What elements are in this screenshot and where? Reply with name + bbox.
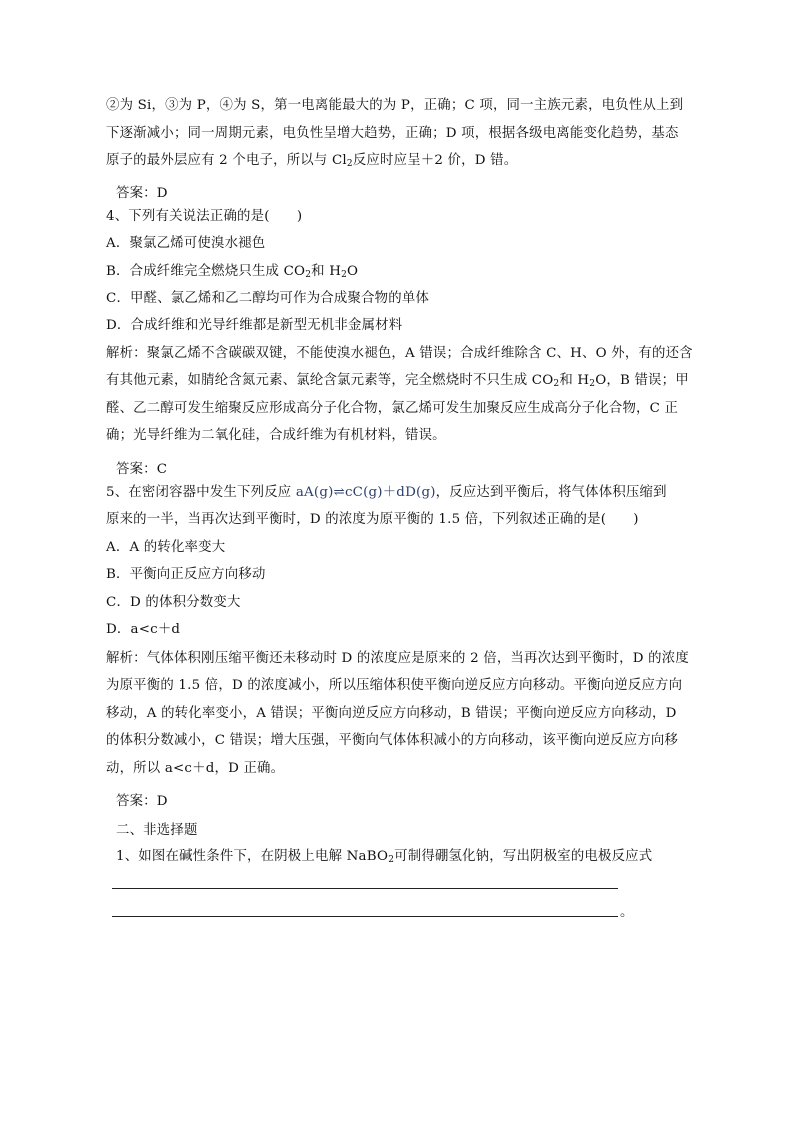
q4-option-a: A．聚氯乙烯可使溴水褪色 — [106, 236, 266, 251]
q5-option-a: A．A 的转化率变大 — [106, 540, 226, 555]
q4-explanation-line-1: 解析：聚氯乙烯不含碳碳双键，不能使溴水褪色，A 错误；合成纤维除含 C、H、O 外，有的还含 — [106, 346, 693, 361]
section-title: 二、非选择题 — [116, 823, 198, 838]
q5-stem-line-2: 原来的一半，当再次达到平衡时，D 的浓度为原平衡的 1.5 倍，下列叙述正确的是( ) — [106, 512, 639, 527]
end-period: 。 — [620, 905, 634, 920]
q5-option-d: D．a<c＋d — [106, 622, 181, 637]
reaction-equation: aA(g)⇌cC(g)＋dD(g) — [295, 485, 436, 500]
q4-answer: 答案：C — [116, 462, 168, 477]
q5-answer: 答案：D — [116, 794, 168, 809]
q4-option-c: C．甲醛、氯乙烯和乙二醇均可作为合成聚合物的单体 — [106, 291, 430, 306]
q3-explanation-line-1: ②为 Si，③为 P，④为 S，第一电离能最大的为 P，正确；C 项，同一主族元素，电负性从上到 — [106, 98, 684, 113]
q5-explanation-line-2: 为原平衡的 1.5 倍，D 的浓度减小，所以压缩体积使平衡向逆反应方向移动。平衡向逆反应方向 — [106, 678, 683, 693]
answer-blank-line-1[interactable] — [112, 888, 618, 889]
q3-answer: 答案：D — [116, 186, 168, 201]
q5-option-b: B．平衡向正反应方向移动 — [106, 567, 266, 582]
q3-explanation-line-2: 下逐渐减小；同一周期元素，电负性呈增大趋势，正确；D 项，根据各级电离能变化趋势，基态 — [106, 126, 679, 141]
q4-option-d: D．合成纤维和光导纤维都是新型无机非金属材料 — [106, 318, 403, 333]
q5-explanation-line-1: 解析：气体体积刚压缩平衡还未移动时 D 的浓度应是原来的 2 倍，当再次达到平衡时，D 的浓度 — [106, 651, 689, 666]
q4-explanation-line-4: 确；光导纤维为二氧化硅，合成纤维为有机材料，错误。 — [106, 428, 446, 443]
q5-stem-line-1: 5、在密闭容器中发生下列反应 aA(g)⇌cC(g)＋dD(g)，反应达到平衡后，将气体体积压缩到 — [106, 485, 667, 500]
q3-explanation-line-3: 原子的最外层应有 2 个电子，所以与 $Cl_2$反应时应呈＋2 价，D 错。 — [106, 153, 518, 169]
q5-explanation-line-3: 移动，A 的转化率变小，A 错误；平衡向逆反应方向移动，B 错误；平衡向逆反应方向移动，D — [106, 706, 677, 721]
q5-option-c: C．D 的体积分数变大 — [106, 595, 241, 610]
q5-explanation-line-5: 动，所以 a<c＋d，D 正确。 — [106, 761, 285, 776]
q4-explanation-line-3: 醛、乙二醇可发生缩聚反应形成高分子化合物，氯乙烯可发生加聚反应生成高分子化合物，C 正 — [106, 401, 679, 416]
q4-stem: 4、下列有关说法正确的是( ) — [106, 209, 303, 224]
q5-explanation-line-4: 的体积分数减小，C 错误；增大压强，平衡向气体体积减小的方向移动，该平衡向逆反应方向移 — [106, 733, 679, 748]
section2-q1-stem: 1、如图在碱性条件下，在阴极上电解 NaBO$_2$可制得硼氢化钠，写出阴极室的电极反应式 — [116, 849, 653, 865]
q4-option-b: B．合成纤维完全燃烧只生成 $CO_2$和 $H_2O$ — [106, 264, 359, 280]
q4-explanation-line-2: 有其他元素，如腈纶含氮元素、氯纶含氯元素等，完全燃烧时不只生成 $CO_2$和 $H_2O$，B 错误；甲 — [106, 373, 689, 389]
answer-blank-line-2[interactable] — [112, 916, 618, 917]
